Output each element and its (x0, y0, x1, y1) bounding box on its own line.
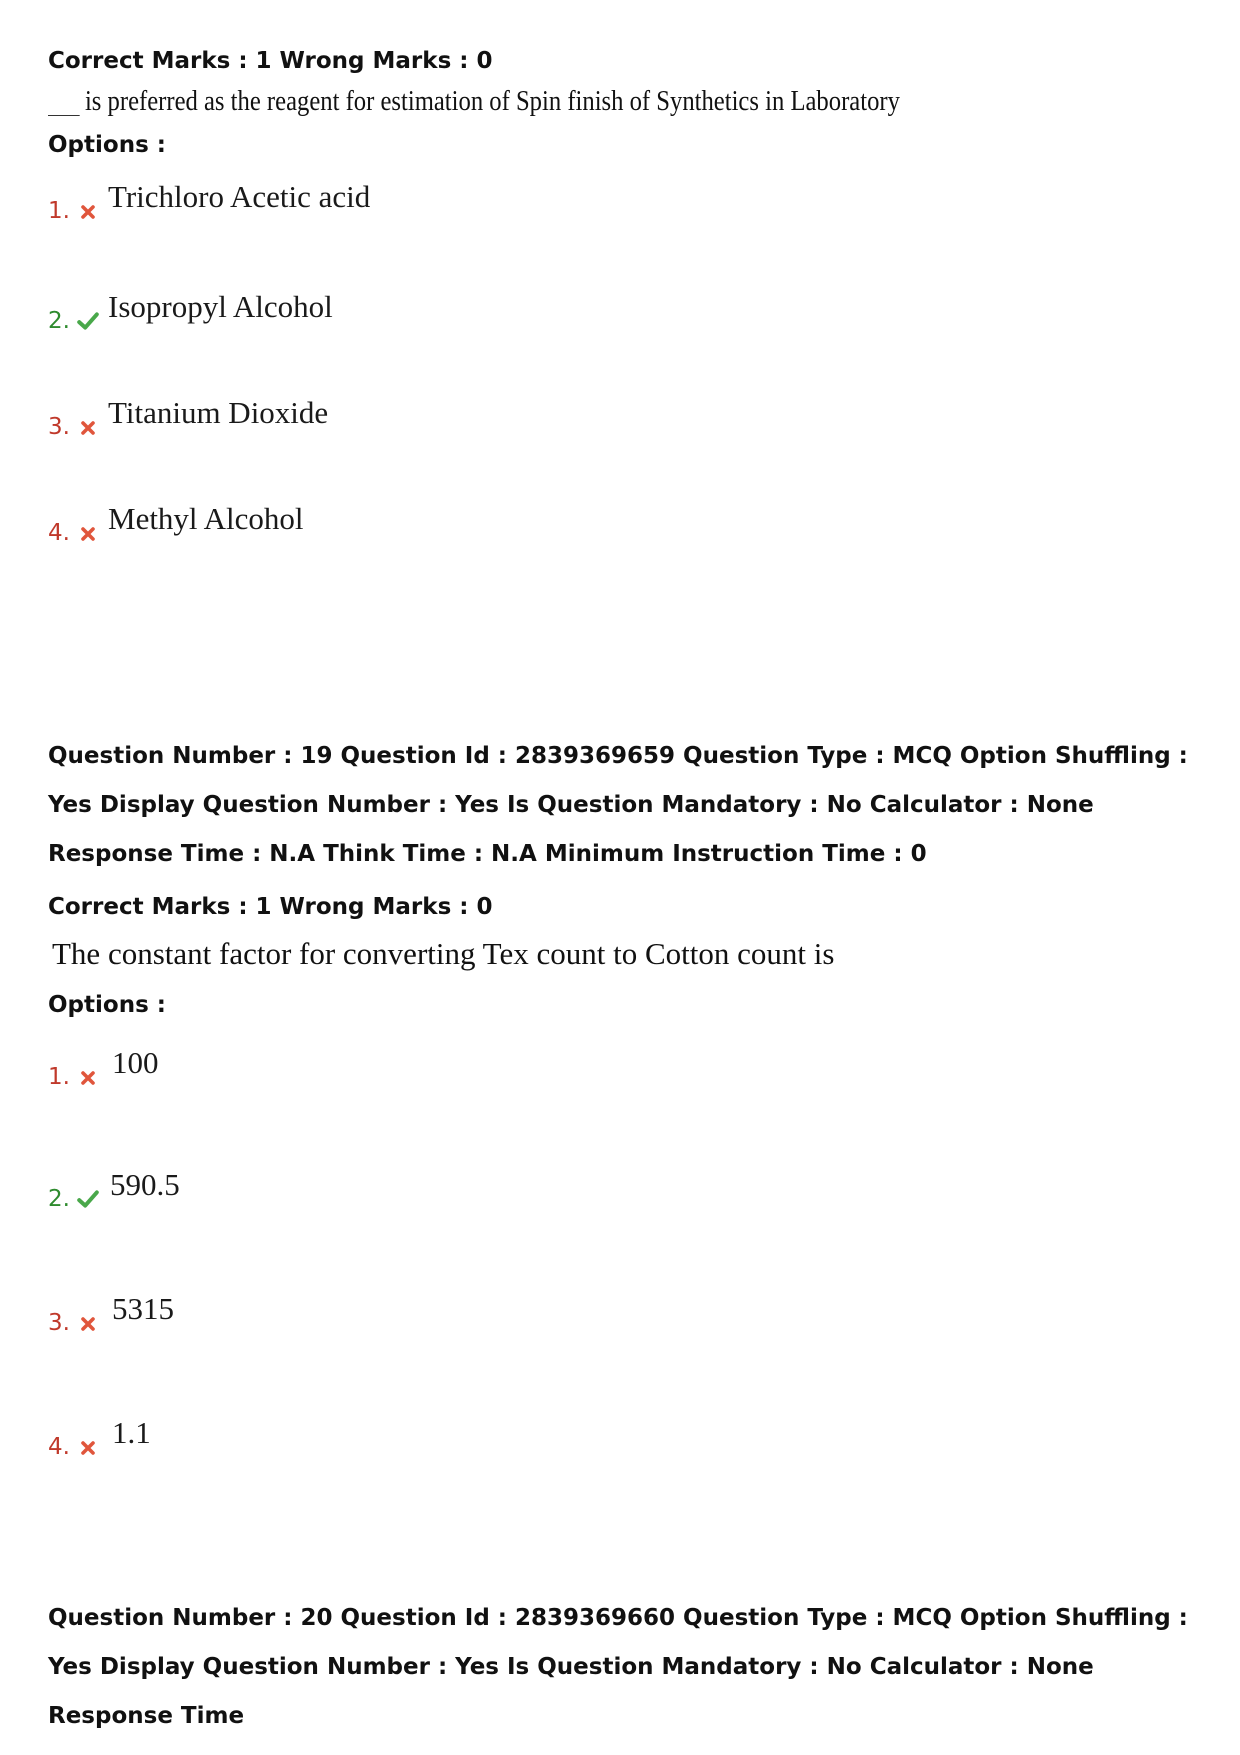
option-item (48, 290, 748, 334)
option-item (48, 502, 748, 546)
option-number: 2. (48, 308, 70, 334)
option-item (48, 180, 748, 224)
option-text: Trichloro Acetic acid (108, 179, 371, 214)
option-text: 1.1 (112, 1415, 151, 1450)
cross-icon (78, 1438, 98, 1458)
option-item (48, 1292, 748, 1336)
cross-icon (78, 524, 98, 544)
question-text-content: is preferred as the reagent for estimation of Spin finish of Synthetics in Laboratory (84, 86, 900, 117)
option-text: 5315 (112, 1291, 174, 1326)
options-label: Options : (48, 992, 166, 1018)
option-text: 590.5 (110, 1167, 180, 1202)
option-number: 2. (48, 1186, 70, 1212)
question-text (48, 86, 900, 118)
marks-line: Correct Marks : 1 Wrong Marks : 0 (48, 48, 493, 74)
options-label: Options : (48, 132, 166, 158)
option-item (48, 1416, 748, 1460)
option-number: 3. (48, 1310, 70, 1336)
option-number: 4. (48, 1434, 70, 1460)
question-text: The constant factor for converting Tex count to Cotton count is (52, 936, 835, 971)
option-text: 100 (112, 1045, 159, 1080)
answer-blank (48, 115, 80, 116)
option-text: Isopropyl Alcohol (108, 289, 333, 324)
cross-icon (78, 1314, 98, 1334)
option-number: 4. (48, 520, 70, 546)
question-meta: Question Number : 19 Question Id : 2839369659 Question Type : MCQ Option Shuffling : Yes Display Question Number : Yes Is Question Mandatory : No Calculator : None Response Time : N.A Think Time : N.A Minimum Instruction Time : 0 (48, 743, 1188, 867)
check-icon (76, 1188, 100, 1210)
option-text: Methyl Alcohol (108, 501, 304, 536)
cross-icon (78, 418, 98, 438)
option-item (48, 1046, 748, 1090)
option-number: 3. (48, 414, 70, 440)
check-icon (76, 310, 100, 332)
cross-icon (78, 1068, 98, 1088)
cross-icon (78, 202, 98, 222)
option-text: Titanium Dioxide (108, 395, 329, 430)
option-item (48, 396, 748, 440)
option-item (48, 1168, 748, 1212)
question-meta: Question Number : 20 Question Id : 2839369660 Question Type : MCQ Option Shuffling : Yes Display Question Number : Yes Is Question Mandatory : No Calculator : None Response Time (48, 1605, 1188, 1729)
option-number: 1. (48, 1064, 70, 1090)
marks-line: Correct Marks : 1 Wrong Marks : 0 (48, 894, 493, 920)
option-number: 1. (48, 198, 70, 224)
